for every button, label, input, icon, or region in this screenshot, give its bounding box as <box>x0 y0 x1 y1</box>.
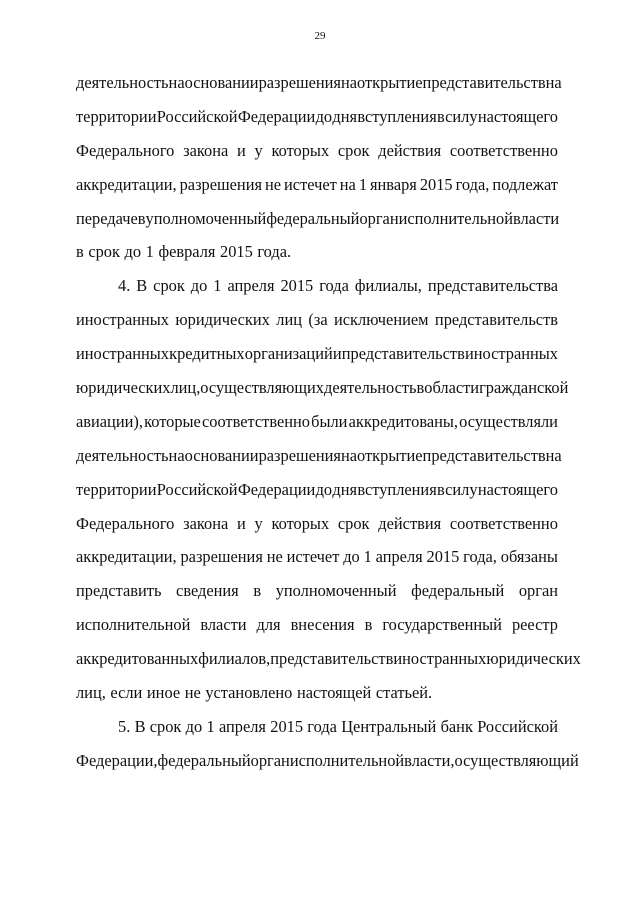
page-number: 29 <box>314 30 326 42</box>
text-line: лиц, если иное не установлено настоящей статьей. <box>76 683 433 703</box>
text-line: территории Российской Федерации до дня вступления в силу настоящего <box>76 106 558 126</box>
text-line: иностранных юридических лиц (за исключением представительств <box>76 310 558 330</box>
text-line: иностранных кредитных организаций и представительств иностранных <box>76 344 558 364</box>
text-line: авиации), которые соответственно были аккредитованы, осуществляли <box>76 411 558 431</box>
text-line: 5. В срок до 1 апреля 2015 года Центральный банк Российской <box>118 716 558 736</box>
text-line: исполнительной власти для внесения в государственный реестр <box>76 615 558 635</box>
paragraph <box>76 710 579 778</box>
text-line: аккредитации, разрешения не истечет на 1 января 2015 года, подлежат <box>76 174 558 194</box>
text-line: 4. В срок до 1 апреля 2015 года филиалы, представительства <box>118 276 558 296</box>
text-line: территории Российской Федерации до дня вступления в силу настоящего <box>76 479 558 499</box>
text-line: деятельность на основании разрешения на открытие представительств на <box>76 73 562 92</box>
paragraph <box>76 269 581 710</box>
text-line: деятельность на основании разрешения на открытие представительств на <box>76 445 562 465</box>
text-line: передаче в уполномоченный федеральный орган исполнительной власти <box>76 208 560 228</box>
text-line: Федерации, федеральный орган исполнительной власти, осуществляющий <box>76 750 579 770</box>
text-line: Федерального закона и у которых срок действия соответственно <box>76 513 558 533</box>
paragraph <box>76 66 562 269</box>
text-line: представить сведения в уполномоченный федеральный орган <box>76 581 558 601</box>
text-line: Федерального закона и у которых срок действия соответственно <box>76 140 558 160</box>
text-line: в срок до 1 февраля 2015 года. <box>76 242 292 262</box>
text-line: аккредитации, разрешения не истечет до 1 апреля 2015 года, обязаны <box>76 547 558 567</box>
text-line: аккредитованных филиалов, представительств иностранных юридических <box>76 649 581 669</box>
text-line: юридических лиц, осуществляющих деятельность в области гражданской <box>76 378 569 398</box>
document-body <box>76 66 581 778</box>
